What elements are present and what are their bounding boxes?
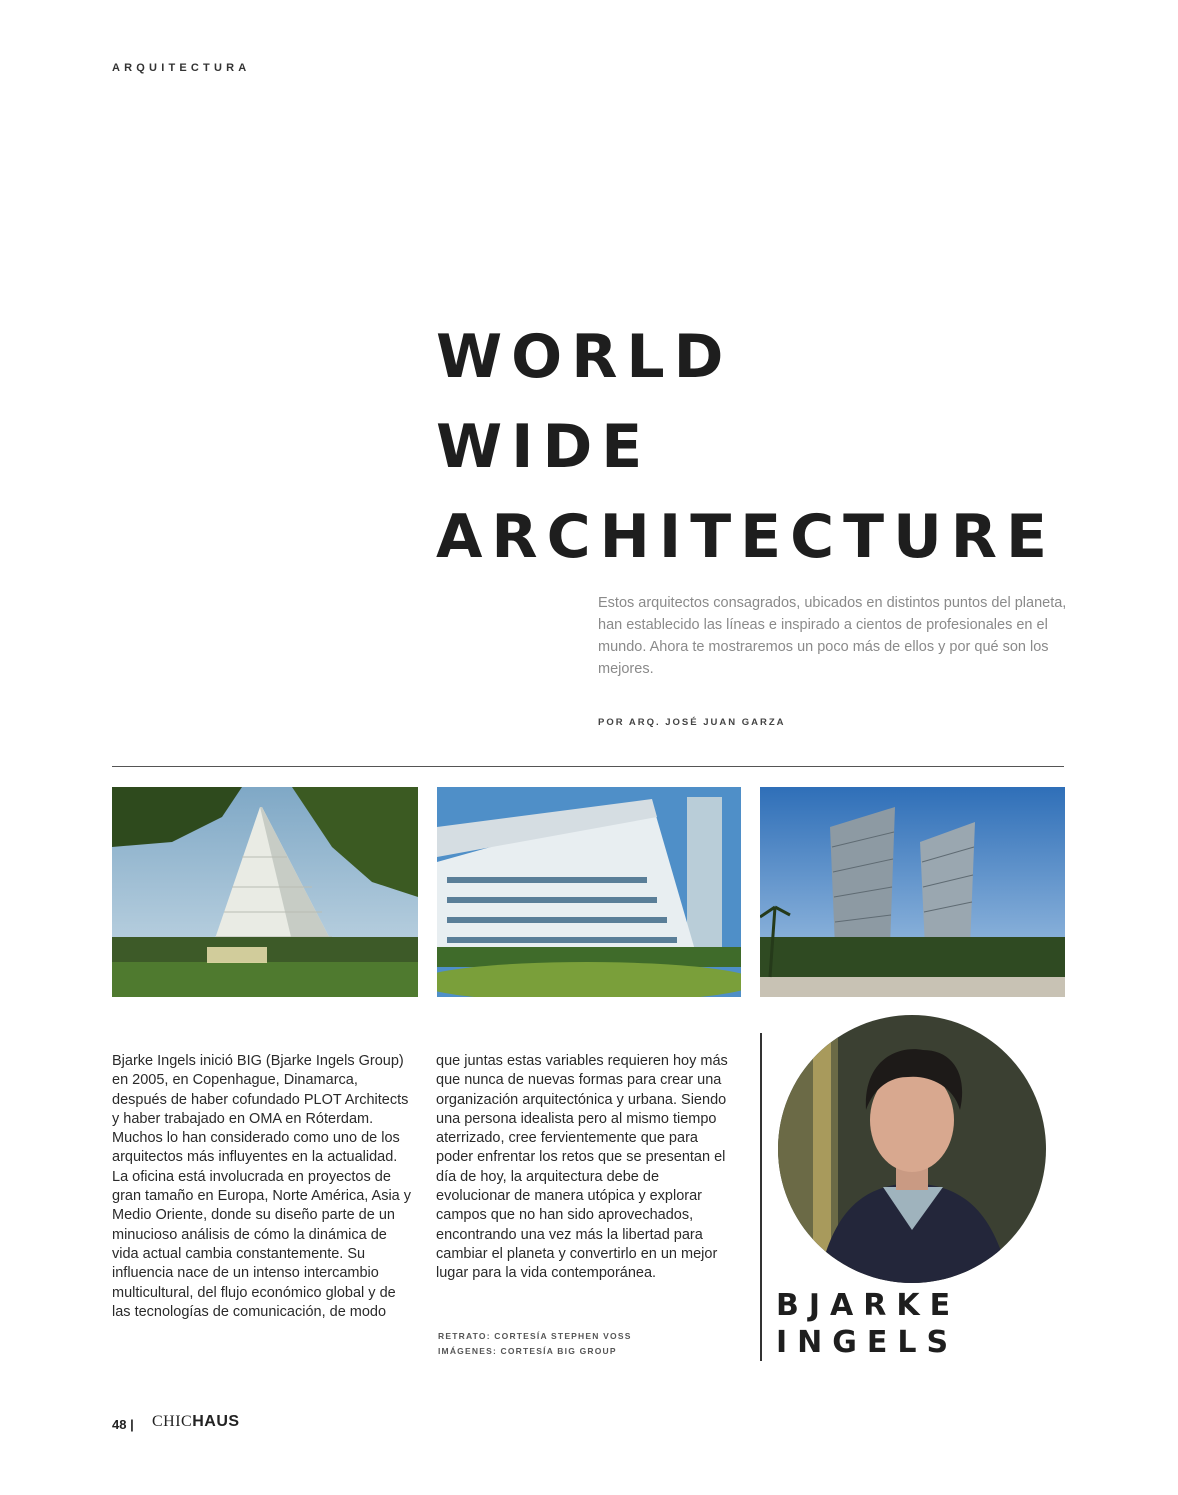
photo-credits — [438, 1329, 632, 1359]
sidebar-rule — [760, 1033, 762, 1361]
title-line-3: ARCHITECTURE — [436, 502, 1056, 572]
title-line-1: WORLD — [436, 322, 733, 392]
portrait-photo — [778, 1015, 1046, 1283]
images-credit: IMÁGENES: CORTESÍA BIG GROUP — [438, 1346, 617, 1356]
photo-housing-block — [437, 787, 741, 997]
profile-first-name: BJARKE — [776, 1288, 961, 1323]
section-label: ARQUITECTURA — [112, 62, 251, 74]
logo-haus: HAUS — [192, 1413, 240, 1430]
portrait-credit: RETRATO: CORTESÍA STEPHEN VOSS — [438, 1331, 632, 1341]
profile-name — [776, 1287, 960, 1361]
title-line-2: WIDE — [436, 412, 652, 482]
magazine-logo — [152, 1413, 240, 1431]
divider — [112, 766, 1064, 767]
body-column-2: que juntas estas variables requieren hoy más que nunca de nuevas formas para crear una organización arquitectónica y urbana. Siendo una persona idealista pero al mismo tiempo aterrizado, cree fervientemente que para poder enfrentar los retos que se presentan el día de hoy, la arquitectura debe de evolucionar de manera utópica y explorar campos que no han sido aprovechados, encontrando una vez más la libertad para cambiar el planeta y convertirlo en un mejor lugar para la vida contemporánea. — [436, 1053, 728, 1282]
byline: POR ARQ. JOSÉ JUAN GARZA — [598, 717, 786, 728]
profile-last-name: INGELS — [776, 1325, 959, 1360]
logo-chic: CHIC — [152, 1413, 193, 1430]
photo-twin-towers — [760, 787, 1065, 997]
photo-pavilion — [112, 787, 418, 997]
body-column-1: Bjarke Ingels inició BIG (Bjarke Ingels Group) en 2005, en Copenhague, Dinamarca, después de haber cofundado PLOT Architects y haber trabajado en OMA en Róterdam. Muchos lo han considerado como uno de los arquitectos más influyentes en la actualidad. La oficina está involucrada en proyectos de gran tamaño en Europa, Norte América, Asia y Medio Oriente, donde su diseño parte de un minucioso análisis de cómo la dinámica de vida actual cambia constantemente. Su influencia nace de un intenso intercambio multicultural, del flujo económico global y de las tecnologías de comunicación, de modo — [112, 1053, 412, 1320]
intro-paragraph: Estos arquitectos consagrados, ubicados en distintos puntos del planeta, han establecido las líneas e inspirado a cientos de profesionales en el mundo. Ahora te mostraremos un poco más de ellos y por qué son los mejores. — [598, 595, 1067, 677]
page-number: 48 | — [112, 1417, 134, 1432]
article-title — [436, 312, 1056, 582]
